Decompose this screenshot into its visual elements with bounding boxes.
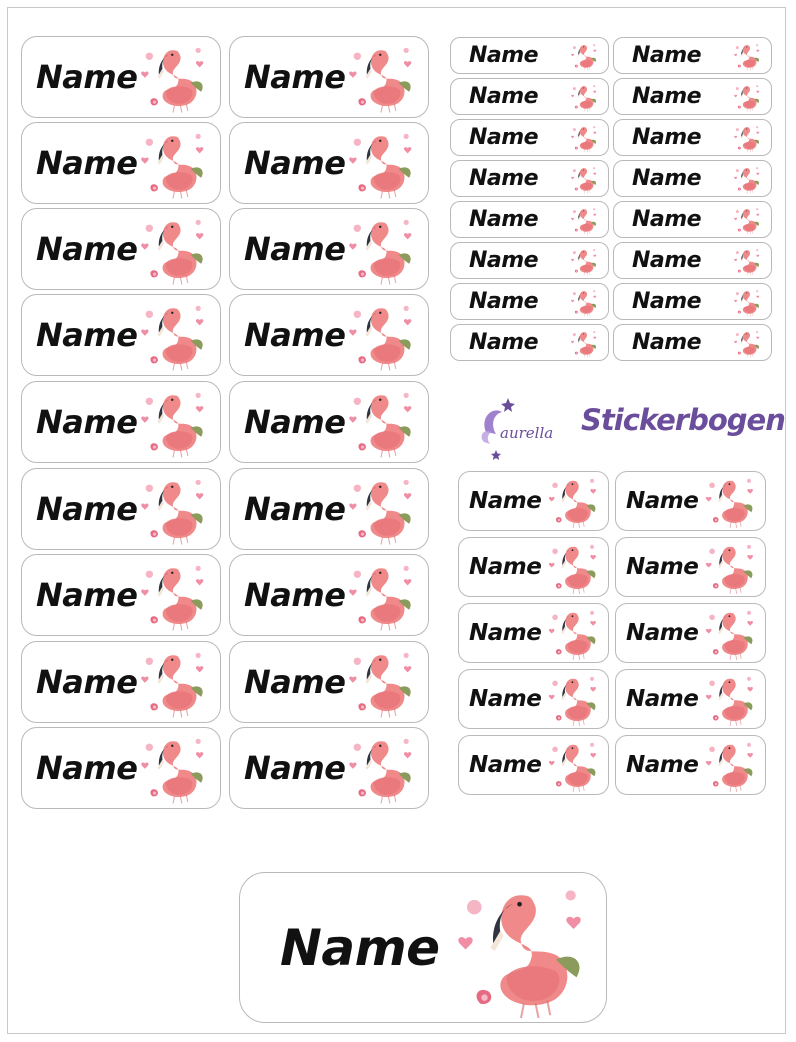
flamingo-illustration xyxy=(545,671,601,727)
sticker-label-small xyxy=(613,324,772,361)
label-name-text: Name xyxy=(244,490,346,528)
label-name-text: Name xyxy=(244,663,346,701)
flamingo-illustration xyxy=(545,737,601,793)
sticker-label-large xyxy=(21,208,221,290)
sticker-label-small xyxy=(613,201,772,238)
brand-logo-text: aurella xyxy=(500,424,554,442)
label-name-text: Name xyxy=(36,403,138,441)
label-name-text: Name xyxy=(244,316,346,354)
label-name-text: Name xyxy=(469,84,539,109)
label-name-text: Name xyxy=(632,84,702,109)
flamingo-illustration xyxy=(136,731,210,805)
flamingo-illustration xyxy=(136,385,210,459)
flamingo-illustration xyxy=(702,737,758,793)
flamingo-illustration xyxy=(344,298,418,372)
label-name-text: Name xyxy=(244,58,346,96)
brand-title: Stickerbogen xyxy=(581,403,785,437)
sticker-label-medium xyxy=(615,603,766,663)
sticker-label-medium xyxy=(458,471,609,531)
sticker-label-large xyxy=(229,554,429,636)
sticker-label-large xyxy=(229,468,429,550)
flamingo-illustration xyxy=(448,875,594,1021)
sticker-label-medium xyxy=(458,735,609,795)
sticker-label-large xyxy=(229,294,429,376)
label-name-text: Name xyxy=(469,488,542,514)
label-name-text: Name xyxy=(632,207,702,232)
label-name-text: Name xyxy=(469,43,539,68)
label-name-text: Name xyxy=(469,752,542,778)
sticker-label-large xyxy=(21,468,221,550)
flamingo-illustration xyxy=(136,298,210,372)
label-name-text: Name xyxy=(469,620,542,646)
brand-logo xyxy=(476,392,568,462)
flamingo-illustration xyxy=(732,328,762,358)
sticker-label-large xyxy=(229,208,429,290)
sticker-label-medium xyxy=(615,471,766,531)
flamingo-illustration xyxy=(344,558,418,632)
label-name-text: Name xyxy=(469,125,539,150)
label-name-text: Name xyxy=(36,58,138,96)
label-name-text: Name xyxy=(280,918,440,977)
flamingo-illustration xyxy=(344,645,418,719)
flamingo-illustration xyxy=(702,473,758,529)
flamingo-illustration xyxy=(545,539,601,595)
label-name-text: Name xyxy=(244,403,346,441)
label-name-text: Name xyxy=(469,166,539,191)
sticker-label-small xyxy=(450,78,609,115)
label-name-text: Name xyxy=(632,166,702,191)
sticker-label-small xyxy=(613,242,772,279)
sticker-label-small xyxy=(450,37,609,74)
label-name-text: Name xyxy=(632,330,702,355)
label-name-text: Name xyxy=(626,686,699,712)
flamingo-illustration xyxy=(569,328,599,358)
flamingo-illustration xyxy=(732,82,762,112)
sticker-label-small xyxy=(450,160,609,197)
label-name-text: Name xyxy=(36,490,138,528)
sticker-label-medium xyxy=(458,669,609,729)
label-name-text: Name xyxy=(244,576,346,614)
sticker-label-small xyxy=(450,324,609,361)
flamingo-illustration xyxy=(545,473,601,529)
flamingo-illustration xyxy=(136,558,210,632)
flamingo-illustration xyxy=(732,287,762,317)
flamingo-illustration xyxy=(136,645,210,719)
label-name-text: Name xyxy=(36,144,138,182)
sticker-label-featured xyxy=(239,872,607,1023)
label-name-text: Name xyxy=(632,125,702,150)
sticker-label-small xyxy=(450,242,609,279)
sticker-label-medium xyxy=(458,603,609,663)
flamingo-illustration xyxy=(344,126,418,200)
flamingo-illustration xyxy=(569,287,599,317)
label-name-text: Name xyxy=(36,316,138,354)
label-name-text: Name xyxy=(244,749,346,787)
sticker-label-large xyxy=(21,641,221,723)
label-name-text: Name xyxy=(626,752,699,778)
label-name-text: Name xyxy=(36,576,138,614)
flamingo-illustration xyxy=(732,164,762,194)
label-name-text: Name xyxy=(244,230,346,268)
flamingo-illustration xyxy=(136,40,210,114)
flamingo-illustration xyxy=(569,123,599,153)
sticker-label-medium xyxy=(615,537,766,597)
flamingo-illustration xyxy=(136,126,210,200)
flamingo-illustration xyxy=(344,731,418,805)
flamingo-illustration xyxy=(136,472,210,546)
label-name-text: Name xyxy=(626,488,699,514)
sticker-label-small xyxy=(450,201,609,238)
sticker-label-small xyxy=(450,283,609,320)
label-name-text: Name xyxy=(626,620,699,646)
flamingo-illustration xyxy=(344,472,418,546)
flamingo-illustration xyxy=(569,164,599,194)
sticker-label-large xyxy=(21,122,221,204)
flamingo-illustration xyxy=(732,246,762,276)
sticker-label-large xyxy=(21,554,221,636)
label-name-text: Name xyxy=(632,248,702,273)
sticker-label-small xyxy=(613,160,772,197)
sticker-label-medium xyxy=(615,669,766,729)
label-name-text: Name xyxy=(626,554,699,580)
label-name-text: Name xyxy=(469,248,539,273)
flamingo-illustration xyxy=(569,41,599,71)
label-name-text: Name xyxy=(469,207,539,232)
flamingo-illustration xyxy=(702,605,758,661)
label-name-text: Name xyxy=(469,289,539,314)
label-name-text: Name xyxy=(36,663,138,701)
flamingo-illustration xyxy=(732,205,762,235)
sticker-label-medium xyxy=(458,537,609,597)
label-name-text: Name xyxy=(244,144,346,182)
flamingo-illustration xyxy=(545,605,601,661)
flamingo-illustration xyxy=(569,205,599,235)
sticker-label-large xyxy=(21,36,221,118)
label-name-text: Name xyxy=(632,289,702,314)
flamingo-illustration xyxy=(344,385,418,459)
sticker-label-large xyxy=(229,727,429,809)
label-name-text: Name xyxy=(469,686,542,712)
flamingo-illustration xyxy=(344,40,418,114)
sticker-label-large xyxy=(229,381,429,463)
sticker-label-large xyxy=(229,36,429,118)
flamingo-illustration xyxy=(569,246,599,276)
label-name-text: Name xyxy=(469,330,539,355)
flamingo-illustration xyxy=(702,671,758,727)
sticker-label-large xyxy=(21,294,221,376)
flamingo-illustration xyxy=(569,82,599,112)
sticker-label-small xyxy=(613,78,772,115)
flamingo-illustration xyxy=(702,539,758,595)
sticker-label-small xyxy=(613,283,772,320)
label-name-text: Name xyxy=(632,43,702,68)
label-name-text: Name xyxy=(36,230,138,268)
sticker-label-medium xyxy=(615,735,766,795)
sticker-label-large xyxy=(229,122,429,204)
sticker-label-large xyxy=(21,381,221,463)
sticker-label-small xyxy=(613,119,772,156)
sticker-label-large xyxy=(21,727,221,809)
sticker-label-large xyxy=(229,641,429,723)
label-name-text: Name xyxy=(36,749,138,787)
sticker-label-small xyxy=(450,119,609,156)
flamingo-illustration xyxy=(732,41,762,71)
sticker-label-small xyxy=(613,37,772,74)
flamingo-illustration xyxy=(136,212,210,286)
flamingo-illustration xyxy=(732,123,762,153)
flamingo-illustration xyxy=(344,212,418,286)
label-name-text: Name xyxy=(469,554,542,580)
